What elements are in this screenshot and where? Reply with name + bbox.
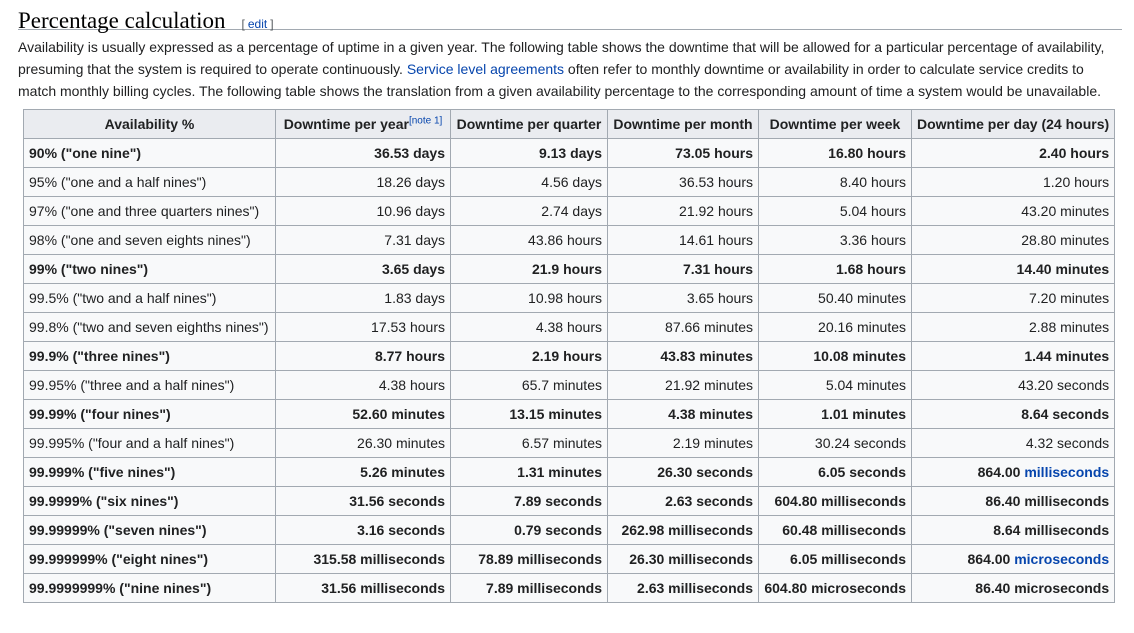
cell-availability — [24, 516, 276, 545]
cell-downtime-day — [912, 226, 1115, 255]
cell-downtime-quarter — [451, 545, 608, 574]
cell-downtime-year — [276, 197, 451, 226]
cell-downtime-quarter-text: 21.9 hours — [531, 261, 602, 277]
cell-downtime-day — [912, 197, 1115, 226]
table-row — [24, 255, 1115, 284]
cell-downtime-year — [276, 429, 451, 458]
cell-downtime-month — [608, 458, 759, 487]
cell-downtime-week — [759, 255, 912, 284]
cell-availability-text: 99.9999999% ("nine nines") — [29, 580, 212, 596]
header-downtime-year[interactable] — [276, 110, 451, 139]
cell-downtime-day-text: 2.40 hours — [1039, 145, 1110, 161]
cell-downtime-quarter-text: 65.7 minutes — [521, 377, 602, 393]
cell-downtime-quarter-text: 43.86 hours — [528, 232, 602, 248]
cell-downtime-week-text: 604.80 microseconds — [764, 580, 906, 596]
cell-downtime-year — [276, 313, 451, 342]
cell-downtime-year-text: 31.56 milliseconds — [321, 580, 445, 596]
cell-downtime-day — [912, 516, 1115, 545]
cell-downtime-week-text: 60.48 milliseconds — [782, 522, 906, 538]
cell-downtime-year — [276, 342, 451, 371]
cell-downtime-quarter — [451, 226, 608, 255]
cell-availability — [24, 168, 276, 197]
cell-downtime-year-text: 315.58 milliseconds — [313, 551, 445, 567]
cell-downtime-month-text: 14.61 hours — [679, 232, 753, 248]
cell-downtime-week — [759, 226, 912, 255]
cell-downtime-day — [912, 342, 1115, 371]
cell-availability-text: 99.5% ("two and a half nines") — [29, 290, 217, 306]
cell-availability-text: 99.9% ("three nines") — [29, 348, 170, 364]
cell-downtime-quarter-text: 7.89 seconds — [514, 493, 602, 509]
header-downtime-month[interactable]: Downtime per month — [608, 110, 759, 139]
cell-downtime-week — [759, 545, 912, 574]
cell-downtime-month — [608, 545, 759, 574]
cell-downtime-month — [608, 487, 759, 516]
cell-downtime-day-text: 1.44 minutes — [1024, 348, 1110, 364]
edit-section — [242, 17, 274, 31]
cell-availability — [24, 487, 276, 516]
cell-downtime-day — [912, 371, 1115, 400]
cell-downtime-day-text: 864.00 — [967, 551, 1015, 567]
cell-downtime-year — [276, 516, 451, 545]
cell-downtime-day-text: 8.64 seconds — [1021, 406, 1110, 422]
note-1-link[interactable]: [note 1] — [408, 115, 443, 127]
cell-downtime-day — [912, 168, 1115, 197]
cell-downtime-quarter-text: 2.74 days — [541, 203, 602, 219]
cell-availability — [24, 574, 276, 603]
cell-downtime-year-text: 36.53 days — [374, 145, 445, 161]
cell-downtime-year-text: 5.26 minutes — [360, 464, 445, 480]
cell-downtime-quarter — [451, 168, 608, 197]
cell-availability-text: 95% ("one and a half nines") — [29, 174, 207, 190]
cell-downtime-year — [276, 226, 451, 255]
cell-downtime-week-text: 30.24 seconds — [814, 435, 906, 451]
cell-downtime-year — [276, 458, 451, 487]
header-downtime-week[interactable]: Downtime per week — [759, 110, 912, 139]
cell-availability-text: 99.995% ("four and a half nines") — [29, 435, 235, 451]
cell-downtime-day — [912, 139, 1115, 168]
cell-downtime-month-text: 2.63 seconds — [665, 493, 753, 509]
cell-downtime-month — [608, 429, 759, 458]
table-row — [24, 458, 1115, 487]
cell-downtime-month — [608, 400, 759, 429]
cell-downtime-day — [912, 284, 1115, 313]
cell-downtime-quarter — [451, 516, 608, 545]
cell-availability — [24, 139, 276, 168]
cell-downtime-year-text: 3.16 seconds — [357, 522, 445, 538]
cell-availability — [24, 400, 276, 429]
edit-link[interactable]: edit — [247, 17, 268, 31]
table-row — [24, 342, 1115, 371]
cell-downtime-week-text: 6.05 seconds — [818, 464, 906, 480]
cell-availability — [24, 197, 276, 226]
table-row — [24, 197, 1115, 226]
cell-downtime-month — [608, 371, 759, 400]
cell-downtime-week — [759, 342, 912, 371]
cell-downtime-month-text: 26.30 seconds — [657, 464, 753, 480]
cell-downtime-day-text: 86.40 milliseconds — [985, 493, 1110, 509]
cell-downtime-week — [759, 516, 912, 545]
cell-availability-text: 99% ("two nines") — [29, 261, 149, 277]
cell-downtime-year-text: 4.38 hours — [378, 377, 445, 393]
cell-downtime-day — [912, 545, 1115, 574]
cell-downtime-quarter-text: 4.56 days — [541, 174, 602, 190]
cell-downtime-month — [608, 139, 759, 168]
table-body — [24, 139, 1115, 603]
cell-downtime-quarter — [451, 487, 608, 516]
cell-downtime-day-text: 86.40 microseconds — [975, 580, 1110, 596]
cell-downtime-month-text: 73.05 hours — [675, 145, 753, 161]
cell-availability — [24, 458, 276, 487]
cell-downtime-month-text: 21.92 minutes — [665, 377, 753, 393]
cell-availability-text: 99.99999% ("seven nines") — [29, 522, 207, 538]
cell-downtime-day-text: 14.40 minutes — [1016, 261, 1110, 277]
cell-availability-text: 97% ("one and three quarters nines") — [29, 203, 260, 219]
table-row — [24, 429, 1115, 458]
cell-availability — [24, 284, 276, 313]
cell-downtime-week-text: 10.08 minutes — [813, 348, 906, 364]
cell-availability-text: 99.95% ("three and a half nines") — [29, 377, 235, 393]
cell-availability — [24, 342, 276, 371]
header-downtime-quarter[interactable]: Downtime per quarter — [451, 110, 608, 139]
intro-paragraph — [18, 36, 1122, 102]
cell-downtime-quarter-text: 0.79 seconds — [514, 522, 602, 538]
cell-downtime-week — [759, 313, 912, 342]
cell-downtime-quarter-text: 4.38 hours — [535, 319, 602, 335]
cell-downtime-day-text: 43.20 minutes — [1021, 203, 1110, 219]
cell-availability — [24, 226, 276, 255]
cell-downtime-month-text: 2.63 milliseconds — [637, 580, 753, 596]
cell-downtime-month-text: 36.53 hours — [679, 174, 753, 190]
milliseconds-link[interactable]: milliseconds — [1024, 464, 1110, 480]
cell-downtime-week — [759, 487, 912, 516]
cell-downtime-week — [759, 371, 912, 400]
table-row — [24, 226, 1115, 255]
header-availability[interactable]: Availability % — [24, 110, 276, 139]
cell-downtime-year-text: 31.56 seconds — [349, 493, 445, 509]
cell-downtime-year-text: 10.96 days — [376, 203, 445, 219]
cell-downtime-month — [608, 284, 759, 313]
cell-downtime-year-text: 26.30 minutes — [357, 435, 445, 451]
cell-downtime-week — [759, 139, 912, 168]
cell-downtime-week-text: 5.04 minutes — [825, 377, 906, 393]
cell-downtime-year-text: 7.31 days — [384, 232, 445, 248]
cell-downtime-year-text: 17.53 hours — [371, 319, 445, 335]
note-1-ref[interactable] — [409, 115, 442, 126]
table-row — [24, 545, 1115, 574]
cell-downtime-quarter — [451, 429, 608, 458]
cell-downtime-month — [608, 574, 759, 603]
cell-downtime-quarter-text: 1.31 minutes — [517, 464, 602, 480]
cell-availability — [24, 371, 276, 400]
cell-availability — [24, 255, 276, 284]
cell-downtime-quarter-text: 6.57 minutes — [521, 435, 602, 451]
cell-downtime-month-text: 3.65 hours — [686, 290, 753, 306]
cell-downtime-day — [912, 487, 1115, 516]
cell-downtime-day-text: 4.32 seconds — [1025, 435, 1110, 451]
cell-downtime-month-text: 26.30 milliseconds — [629, 551, 753, 567]
cell-downtime-year — [276, 255, 451, 284]
cell-downtime-quarter — [451, 458, 608, 487]
table-row — [24, 400, 1115, 429]
intro-text-1: Availability is usually expressed as a percentage of uptime in a given year. The following table shows the downtime that will be allowed for a particular percentage of availability, presuming that the system is required to operate continuously. — [18, 39, 1105, 77]
cell-downtime-week-text: 3.36 hours — [839, 232, 906, 248]
cell-downtime-day — [912, 458, 1115, 487]
cell-availability — [24, 545, 276, 574]
cell-availability-text: 99.999999% ("eight nines") — [29, 551, 209, 567]
table-row — [24, 516, 1115, 545]
cell-downtime-month — [608, 197, 759, 226]
intro-text-2: often refer to monthly downtime or availability in order to calculate service credits to match monthly billing cycles. The following table shows the translation from a given availability percentage to the corresponding amount of time a system would be unavailable. — [18, 61, 1101, 99]
cell-downtime-quarter — [451, 342, 608, 371]
cell-availability-text: 99.99% ("four nines") — [29, 406, 171, 422]
cell-downtime-month — [608, 226, 759, 255]
cell-downtime-day — [912, 313, 1115, 342]
cell-downtime-day-text: 43.20 seconds — [1018, 377, 1110, 393]
cell-downtime-year — [276, 139, 451, 168]
cell-downtime-week — [759, 197, 912, 226]
cell-availability-text: 99.999% ("five nines") — [29, 464, 176, 480]
table-row — [24, 371, 1115, 400]
cell-downtime-week-text: 604.80 milliseconds — [774, 493, 906, 509]
cell-downtime-quarter-text: 7.89 milliseconds — [486, 580, 602, 596]
cell-downtime-year — [276, 371, 451, 400]
cell-downtime-quarter-text: 2.19 hours — [531, 348, 602, 364]
cell-downtime-month — [608, 342, 759, 371]
cell-downtime-month-text: 4.38 minutes — [668, 406, 753, 422]
availability-table — [23, 109, 1115, 603]
cell-downtime-year — [276, 400, 451, 429]
cell-downtime-quarter — [451, 284, 608, 313]
cell-downtime-week — [759, 458, 912, 487]
cell-downtime-week — [759, 429, 912, 458]
edit-bracket-close: ] — [270, 17, 274, 31]
cell-downtime-day — [912, 400, 1115, 429]
cell-downtime-day — [912, 255, 1115, 284]
cell-downtime-month — [608, 168, 759, 197]
cell-downtime-month-text: 7.31 hours — [682, 261, 753, 277]
cell-downtime-year — [276, 545, 451, 574]
cell-downtime-quarter-text: 9.13 days — [538, 145, 602, 161]
cell-availability-text: 99.9999% ("six nines") — [29, 493, 179, 509]
cell-downtime-day-text: 864.00 — [977, 464, 1025, 480]
cell-downtime-year — [276, 284, 451, 313]
edit-bracket-open: [ — [241, 17, 245, 31]
section-heading-row — [18, 0, 1122, 33]
cell-downtime-month-text: 262.98 milliseconds — [621, 522, 753, 538]
cell-downtime-quarter — [451, 400, 608, 429]
table-row — [24, 487, 1115, 516]
cell-downtime-month-text: 21.92 hours — [679, 203, 753, 219]
cell-downtime-year-text: 8.77 hours — [374, 348, 445, 364]
cell-downtime-quarter-text: 10.98 hours — [528, 290, 602, 306]
cell-downtime-week-text: 1.68 hours — [835, 261, 906, 277]
cell-downtime-year-text: 52.60 minutes — [352, 406, 445, 422]
cell-downtime-quarter-text: 13.15 minutes — [509, 406, 602, 422]
cell-downtime-month-text: 87.66 minutes — [665, 319, 753, 335]
cell-availability — [24, 429, 276, 458]
cell-downtime-day — [912, 574, 1115, 603]
cell-downtime-day-text: 2.88 minutes — [1028, 319, 1110, 335]
cell-downtime-week — [759, 400, 912, 429]
cell-downtime-month — [608, 313, 759, 342]
cell-downtime-month-text: 43.83 minutes — [660, 348, 753, 364]
table-header-row — [24, 110, 1115, 139]
sla-link[interactable]: Service level agreements — [406, 61, 565, 77]
cell-downtime-day — [912, 429, 1115, 458]
cell-downtime-week-text: 50.40 minutes — [818, 290, 906, 306]
section-title: Percentage calculation — [18, 8, 226, 33]
cell-downtime-month — [608, 516, 759, 545]
cell-availability-text: 99.8% ("two and seven eighths nines") — [29, 319, 269, 335]
cell-availability-text: 90% ("one nine") — [29, 145, 142, 161]
cell-downtime-week-text: 20.16 minutes — [818, 319, 906, 335]
cell-downtime-day-text: 28.80 minutes — [1021, 232, 1110, 248]
cell-downtime-year-text: 18.26 days — [376, 174, 445, 190]
cell-downtime-year-text: 3.65 days — [381, 261, 445, 277]
header-downtime-year-label: Downtime per year — [283, 116, 409, 132]
cell-downtime-year — [276, 574, 451, 603]
cell-downtime-week-text: 6.05 milliseconds — [790, 551, 906, 567]
table-row — [24, 139, 1115, 168]
cell-downtime-year — [276, 487, 451, 516]
table-row — [24, 574, 1115, 603]
cell-downtime-week — [759, 574, 912, 603]
cell-downtime-day-text: 7.20 minutes — [1028, 290, 1110, 306]
cell-downtime-week-text: 16.80 hours — [828, 145, 906, 161]
cell-downtime-week-text: 5.04 hours — [839, 203, 906, 219]
cell-downtime-week-text: 1.01 minutes — [821, 406, 906, 422]
cell-downtime-week-text: 8.40 hours — [839, 174, 906, 190]
cell-downtime-quarter — [451, 197, 608, 226]
table-row — [24, 168, 1115, 197]
cell-downtime-quarter — [451, 139, 608, 168]
cell-downtime-quarter — [451, 255, 608, 284]
cell-downtime-quarter-text: 78.89 milliseconds — [478, 551, 602, 567]
cell-downtime-month — [608, 255, 759, 284]
cell-downtime-quarter — [451, 371, 608, 400]
cell-downtime-day-text: 8.64 milliseconds — [993, 522, 1110, 538]
cell-availability-text: 98% ("one and seven eights nines") — [29, 232, 251, 248]
cell-downtime-year-text: 1.83 days — [384, 290, 445, 306]
cell-downtime-quarter — [451, 313, 608, 342]
cell-downtime-year — [276, 168, 451, 197]
microseconds-link[interactable]: microseconds — [1014, 551, 1110, 567]
cell-availability — [24, 313, 276, 342]
cell-downtime-week — [759, 284, 912, 313]
table-row — [24, 284, 1115, 313]
cell-downtime-day-text: 1.20 hours — [1042, 174, 1110, 190]
cell-downtime-week — [759, 168, 912, 197]
cell-downtime-month-text: 2.19 minutes — [672, 435, 753, 451]
cell-downtime-quarter — [451, 574, 608, 603]
header-downtime-day[interactable]: Downtime per day (24 hours) — [912, 110, 1115, 139]
table-row — [24, 313, 1115, 342]
